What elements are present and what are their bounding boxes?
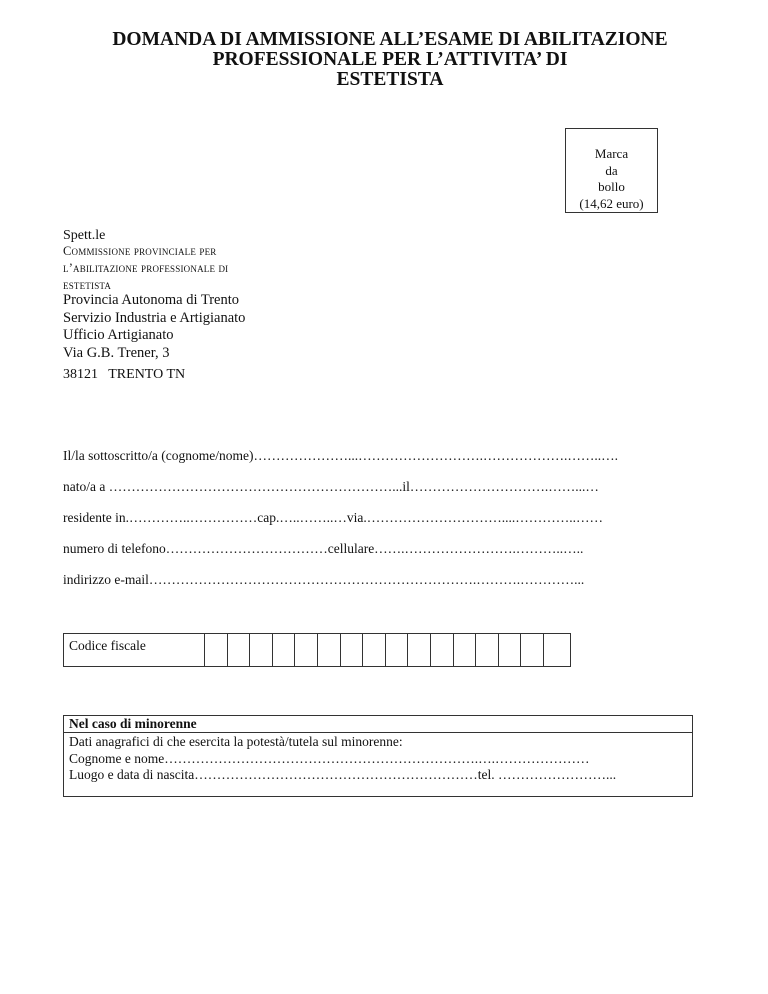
minorenne-title: Nel caso di minorenne (69, 716, 197, 731)
title-line-3: ESTETISTA (336, 69, 444, 90)
cf-cell[interactable] (272, 634, 295, 666)
title-line-1: DOMANDA DI AMMISSIONE ALL’ESAME DI ABILITAZIONE (112, 29, 668, 50)
field-residente[interactable]: residente in.…………..……………cap.…..……..…via.…………………………....…………..…… (63, 510, 603, 525)
stamp-line-1: Marca (594, 146, 629, 161)
cf-cell[interactable] (407, 634, 430, 666)
field-guardian-birth[interactable]: Luogo e data di nascita………………………………………………………tel. ……………………... (69, 767, 617, 782)
cf-cell[interactable] (340, 634, 363, 666)
field-guardian-name[interactable]: Cognome e nome…………………………………………………………….….………………… (69, 750, 590, 766)
cf-cell[interactable] (249, 634, 272, 666)
field-telefono[interactable]: numero di telefono………………………………cellulare…….…………………….………..….. (63, 541, 584, 556)
commission-line-1: Commissione provinciale per (63, 244, 217, 258)
cf-cell[interactable] (294, 634, 317, 666)
form-title (60, 30, 720, 90)
cf-cell[interactable] (498, 634, 521, 666)
field-email[interactable]: indirizzo e-mail……………………………………………………………….……….…………... (63, 572, 585, 587)
salutation: Spett.le (63, 228, 106, 243)
title-line-2: PROFESSIONALE PER L’ATTIVITA’ DI (212, 49, 568, 70)
field-sottoscritto[interactable]: Il/la sottoscritto/a (cognome/nome)…………………...……………………….……………….……..…. (63, 448, 618, 463)
field-nato[interactable]: nato/a a ………………………………………………………...il………………………….……...… (63, 479, 599, 494)
recipient-address (63, 292, 245, 362)
stamp-line-4: (14,62 euro) (579, 195, 644, 211)
postal-code-city: 38121 TRENTO TN (63, 367, 186, 382)
minorenne-divider (64, 732, 692, 733)
codice-fiscale-label: Codice fiscale (69, 638, 146, 653)
revenue-stamp-box (565, 128, 658, 213)
minorenne-intro: Dati anagrafici di che esercita la potestà/tutela sul minorenne: (69, 734, 403, 749)
cf-cell[interactable] (204, 634, 227, 666)
address-line-3: Ufficio Artigianato (63, 327, 174, 343)
cf-cell[interactable] (453, 634, 476, 666)
stamp-line-3: bollo (598, 179, 625, 194)
commission-line-3: estetista (63, 278, 112, 292)
cf-cell[interactable] (227, 634, 250, 666)
cf-cell[interactable] (543, 634, 566, 666)
address-line-1: Provincia Autonoma di Trento (63, 292, 240, 308)
cf-cell[interactable] (385, 634, 408, 666)
cf-cell[interactable] (430, 634, 453, 666)
cf-cell[interactable] (362, 634, 385, 666)
commission-line-2: l’abilitazione professionale di (63, 261, 229, 275)
stamp-line-2: da (605, 162, 618, 178)
minorenne-section (63, 715, 693, 797)
address-line-2: Servizio Industria e Artigianato (63, 309, 246, 326)
address-line-4: Via G.B. Trener, 3 (63, 344, 170, 361)
cf-cell[interactable] (475, 634, 498, 666)
cf-cell[interactable] (317, 634, 340, 666)
cf-cell[interactable] (520, 634, 543, 666)
codice-fiscale-box (63, 633, 571, 667)
minorenne-fields (69, 734, 616, 784)
